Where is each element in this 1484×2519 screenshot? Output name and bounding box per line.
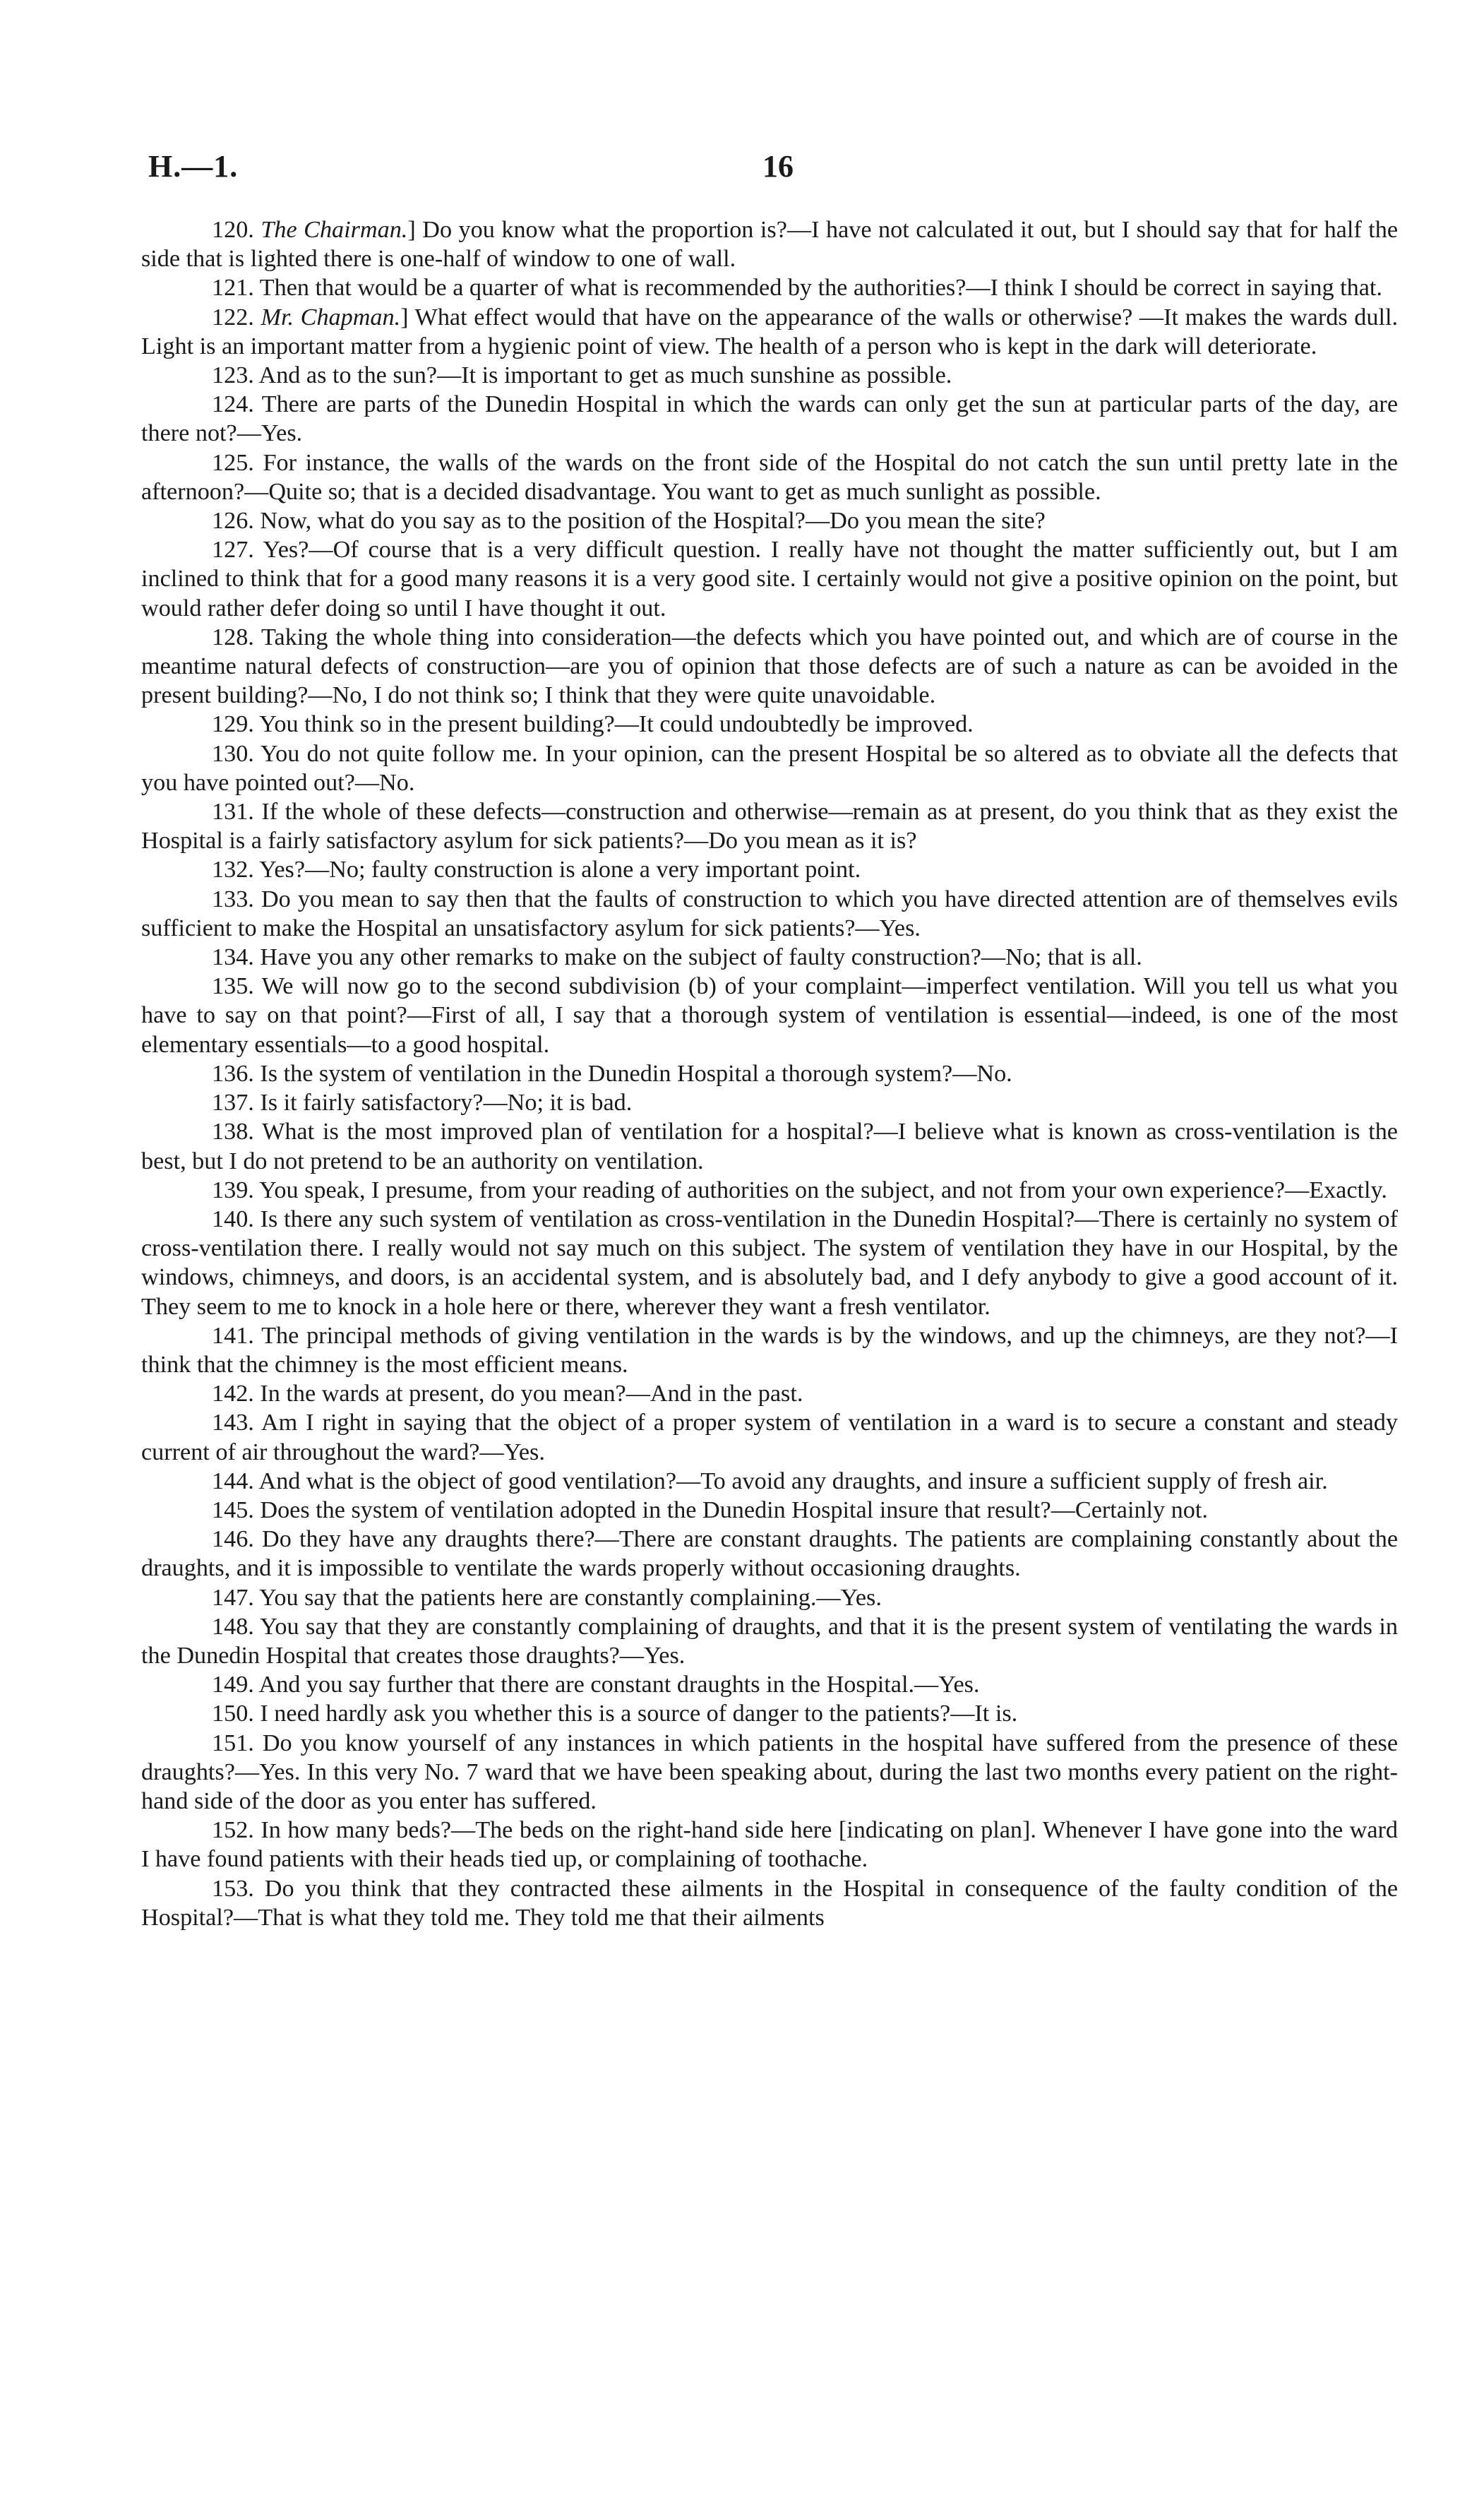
paragraph (141, 1874, 1398, 1932)
paragraph-number: 122. (212, 304, 254, 330)
paragraph (141, 361, 1398, 390)
paragraph (141, 1699, 1398, 1728)
paragraph-text: Have you any other remarks to make on the subject of faulty construction?—No; that is all. (260, 944, 1142, 971)
paragraph-number: 144. (212, 1467, 254, 1494)
paragraph (141, 1408, 1398, 1466)
paragraph (141, 623, 1398, 710)
paragraph-text: In how many beds?—The beds on the right-hand side here [indicating on plan]. Whenever I have gone into the ward I have found patients with their heads tied up, or complaining of toothache. (141, 1817, 1399, 1873)
paragraph-number: 148. (212, 1613, 254, 1640)
paragraph (141, 943, 1398, 972)
paragraph (141, 1379, 1398, 1408)
paragraph (141, 535, 1398, 623)
paragraph-text: Do you mean to say then that the faults of construction to which you have directed attention are of themselves evils sufficient to make the Hospital an unsatisfactory asylum for sick patients?—Yes. (141, 886, 1398, 941)
paragraph (141, 1117, 1398, 1175)
paragraph-number: 129. (212, 711, 254, 738)
paragraph-number: 149. (212, 1672, 254, 1698)
paragraph-text: You do not quite follow me. In your opinion, can the present Hospital be so altered as to obviate all the defects that you have pointed out?—No. (141, 740, 1398, 796)
paragraph (141, 797, 1398, 855)
paragraph-number: 146. (212, 1526, 254, 1553)
paragraph-text: Taking the whole thing into consideration—the defects which you have pointed out, and which are of course in the meantime natural defects of construction—are you of opinion that those defects are of such a nature as can be avoided in the present building?—No, I do not think so; I think that they were quite unavoidable. (141, 624, 1398, 709)
paragraph (141, 1816, 1398, 1874)
paragraph-text: You say that the patients here are constantly complaining.—Yes. (259, 1584, 882, 1611)
paragraph (141, 1088, 1398, 1117)
paragraph-text: Yes?—No; faulty construction is alone a very important point. (259, 857, 861, 883)
paragraph-text: Do you think that they contracted these ailments in the Hospital in consequence of the faulty condition of the Hospital?—That is what they told me. They told me that their ailments (141, 1875, 1399, 1931)
paragraph-number: 136. (212, 1060, 254, 1087)
paragraph-number: 134. (212, 944, 254, 971)
paragraph-number: 133. (212, 886, 254, 912)
paragraph (141, 273, 1398, 302)
paragraph-number: 128. (212, 624, 254, 650)
paragraph-text: We will now go to the second subdivision (b) of your complaint—imperfect ventilation. Will you tell us what you have to say on that point?—First of all, I say that a thorough system of ventilation is essential—indeed, is one of the most elementary essentials—to a good hospital. (141, 973, 1398, 1058)
paragraph (141, 885, 1398, 943)
paragraph-number: 130. (212, 740, 254, 767)
page-header (148, 148, 1405, 191)
paragraph-number: 125. (212, 449, 254, 476)
speaker-name: Mr. Chapman. (261, 304, 401, 330)
paragraph-text: Am I right in saying that the object of a proper system of ventilation in a ward is to secure a constant and steady current of air throughout the ward?—Yes. (141, 1410, 1398, 1465)
paragraph (141, 855, 1398, 884)
paragraph-number: 137. (212, 1090, 254, 1116)
document-reference: H.—1. (148, 149, 239, 184)
paragraph-number: 120. (212, 217, 254, 243)
paragraph (141, 1729, 1398, 1816)
paragraph (141, 1496, 1398, 1525)
paragraph-number: 147. (212, 1584, 254, 1611)
speaker-name: The Chairman. (261, 217, 408, 243)
paragraph (141, 710, 1398, 739)
paragraph-number: 153. (212, 1875, 254, 1902)
document-body (141, 215, 1398, 1932)
paragraph-number: 131. (212, 799, 254, 826)
paragraph (141, 1467, 1398, 1496)
paragraph-number: 127. (212, 537, 254, 564)
paragraph (141, 1176, 1398, 1205)
paragraph-text: The principal methods of giving ventilation in the wards is by the windows, and up the chimneys, are they not?—I think that the chimney is the most efficient means. (141, 1322, 1398, 1378)
paragraph-number: 142. (212, 1381, 254, 1407)
paragraph-number: 145. (212, 1496, 254, 1523)
paragraph-text: Do you know yourself of any instances in which patients in the hospital have suffered from the presence of these draughts?—Yes. In this very No. 7 ward that we have been speaking about, during the last two months every patient on the right-hand side of the door as you enter has suffered. (141, 1729, 1398, 1814)
paragraph-text: For instance, the walls of the wards on the front side of the Hospital do not catch the sun until pretty late in the afternoon?—Quite so; that is a decided disadvantage. You want to get as much sunlight as possible. (141, 449, 1398, 505)
paragraph (141, 1059, 1398, 1088)
paragraph-text: Then that would be a quarter of what is recommended by the authorities?—I think I should be correct in saying that. (259, 275, 1382, 302)
paragraph (141, 1670, 1398, 1699)
paragraph-text: In the wards at present, do you mean?—And in the past. (260, 1381, 803, 1407)
paragraph-number: 124. (212, 391, 254, 418)
paragraph (141, 1612, 1398, 1670)
paragraph-text: Is the system of ventilation in the Dunedin Hospital a thorough system?—No. (260, 1060, 1012, 1087)
paragraph-text: If the whole of these defects—construction and otherwise—remain as at present, do you think that as they exist the Hospital is a fairly satisfactory asylum for sick patients?—Do you mean as it is? (141, 799, 1398, 854)
paragraph (141, 1321, 1398, 1379)
paragraph-text: You say that they are constantly complaining of draughts, and that it is the present system of ventilating the wards in the Dunedin Hospital that creates those draughts?—Yes. (141, 1613, 1398, 1669)
paragraph-number: 126. (212, 508, 254, 535)
paragraph (141, 448, 1398, 506)
paragraph-text: Yes?—Of course that is a very difficult question. I really have not thought the matter sufficiently out, but I am inclined to think that for a good many reasons it is a very good site. I certainly would not give a positive opinion on the point, but would rather defer doing so until I have thought it out. (141, 537, 1398, 621)
paragraph-number: 132. (212, 857, 254, 883)
paragraph-number: 150. (212, 1701, 254, 1727)
paragraph-text: Is there any such system of ventilation as cross-ventilation in the Dunedin Hospital?—There is certainly no system of cross-ventilation there. I really would not say much on this subject. The system of ventilation they have in our Hospital, by the windows, chimneys, and doors, is an accidental system, and is absolutely bad, and I defy anybody to give a good account of it. They seem to me to knock in a hole here or there, wherever they want a fresh ventilator. (141, 1205, 1399, 1320)
paragraph-number: 141. (212, 1322, 254, 1349)
paragraph (141, 1583, 1398, 1612)
paragraph (141, 1205, 1398, 1321)
paragraph-number: 151. (212, 1729, 254, 1756)
paragraph-text: ] Do you know what the proportion is?—I have not calculated it out, but I should say that for half the side that is lighted there is one-half of window to one of wall. (141, 217, 1399, 273)
paragraph-number: 140. (212, 1205, 254, 1232)
paragraph (141, 506, 1398, 535)
paragraph (141, 303, 1398, 361)
paragraph-text: And you say further that there are constant draughts in the Hospital.—Yes. (258, 1672, 980, 1698)
paragraph (141, 390, 1398, 448)
paragraph-number: 135. (212, 973, 254, 1000)
paragraph (141, 215, 1398, 273)
paragraph-text: I need hardly ask you whether this is a source of danger to the patients?—It is. (260, 1701, 1018, 1727)
paragraph-text: And as to the sun?—It is important to get as much sunshine as possible. (258, 362, 952, 389)
paragraph-number: 138. (212, 1119, 254, 1145)
paragraph (141, 739, 1398, 797)
paragraph-text: Now, what do you say as to the position of the Hospital?—Do you mean the site? (260, 508, 1046, 535)
paragraph-text: And what is the object of good ventilation?—To avoid any draughts, and insure a sufficient supply of fresh air. (258, 1467, 1328, 1494)
page-number: 16 (762, 149, 794, 184)
paragraph-text: ] What effect would that have on the appearance of the walls or otherwise? —It makes the wards dull. Light is an important matter from a hygienic point of view. The health of a person who is kept in the dark will deteriorate. (141, 304, 1399, 359)
paragraph-number: 123. (212, 362, 254, 389)
paragraph-text: You speak, I presume, from your reading of authorities on the subject, and not from your own experience?—Exactly. (259, 1177, 1387, 1203)
paragraph-text: You think so in the present building?—It could undoubtedly be improved. (259, 711, 974, 738)
paragraph (141, 1525, 1398, 1583)
paragraph-text: Do they have any draughts there?—There are constant draughts. The patients are complaining constantly about the draughts, and it is impossible to ventilate the wards properly without occasioning draughts. (141, 1526, 1399, 1582)
paragraph-text: Is it fairly satisfactory?—No; it is bad. (260, 1090, 633, 1116)
paragraph-text: What is the most improved plan of ventilation for a hospital?—I believe what is known as cross-ventilation is the best, but I do not pretend to be an authority on ventilation. (141, 1119, 1398, 1174)
paragraph-number: 121. (212, 275, 254, 302)
paragraph-number: 139. (212, 1177, 254, 1203)
paragraph-number: 143. (212, 1410, 254, 1436)
paragraph-text: There are parts of the Dunedin Hospital in which the wards can only get the sun at particular parts of the day, are there not?—Yes. (141, 391, 1398, 447)
paragraph-text: Does the system of ventilation adopted in the Dunedin Hospital insure that result?—Certainly not. (260, 1496, 1208, 1523)
paragraph (141, 972, 1398, 1059)
paragraph-number: 152. (212, 1817, 254, 1844)
